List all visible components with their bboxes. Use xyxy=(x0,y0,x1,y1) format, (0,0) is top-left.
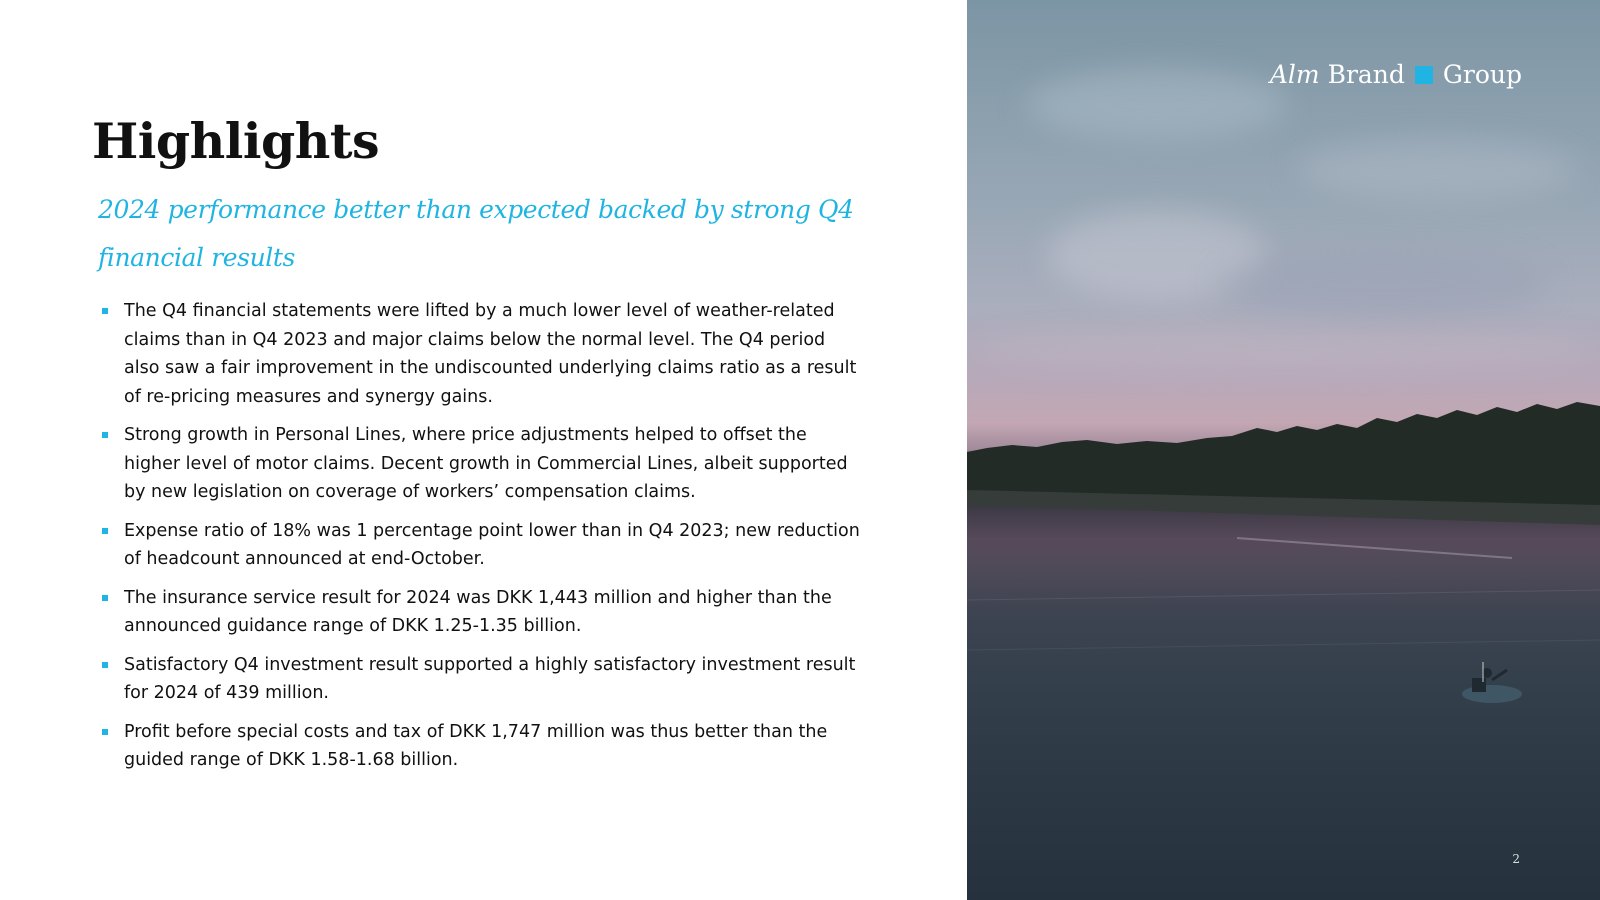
bullet-text: The insurance service result for 2024 was DKK 1,443 million and higher than the announced guidance range of DKK 1.25-1.35 billion. xyxy=(124,587,832,636)
brand-logo xyxy=(1270,58,1522,92)
brand-word-brand: Brand xyxy=(1327,60,1405,89)
landscape-illustration xyxy=(967,0,1600,900)
highlights-list xyxy=(100,297,860,785)
bullet-text: Expense ratio of 18% was 1 percentage point lower than in Q4 2023; new reduction of headcount announced at end-October. xyxy=(124,520,860,569)
bullet-text: Satisfactory Q4 investment result supported a highly satisfactory investment result for 2024 of 439 million. xyxy=(124,654,856,703)
bullet-square-icon xyxy=(102,528,108,534)
bullet-square-icon xyxy=(102,308,108,314)
boat-illustration xyxy=(1462,662,1522,703)
lake-photo xyxy=(967,0,1600,900)
list-item xyxy=(100,297,860,411)
bullet-square-icon xyxy=(102,662,108,668)
list-item xyxy=(100,651,860,708)
page-number: 2 xyxy=(1512,852,1520,866)
slide-title: Highlights xyxy=(92,112,380,170)
logo-square-icon xyxy=(1415,66,1433,84)
bullet-square-icon xyxy=(102,729,108,735)
brand-word-alm: Alm xyxy=(1269,60,1320,89)
list-item xyxy=(100,421,860,507)
bullet-text: The Q4 financial statements were lifted by a much lower level of weather-related claims than in Q4 2023 and major claims below the normal level. The Q4 period also saw a fair improvement in the undiscounted underlying claims ratio as a result of re-pricing measures and synergy gains. xyxy=(124,301,857,407)
list-item xyxy=(100,718,860,775)
slide-subtitle: 2024 performance better than expected backed by strong Q4 financial results xyxy=(98,195,854,272)
list-item xyxy=(100,517,860,574)
bullet-square-icon xyxy=(102,595,108,601)
bullet-text: Strong growth in Personal Lines, where price adjustments helped to offset the higher level of motor claims. Decent growth in Commercial Lines, albeit supported by new legislation on coverage of workers’ compensation claims. xyxy=(124,425,848,502)
brand-word-group: Group xyxy=(1442,60,1522,89)
bullet-text: Profit before special costs and tax of DKK 1,747 million was thus better than the guided range of DKK 1.58-1.68 billion. xyxy=(124,721,828,770)
bullet-square-icon xyxy=(102,432,108,438)
list-item xyxy=(100,584,860,641)
